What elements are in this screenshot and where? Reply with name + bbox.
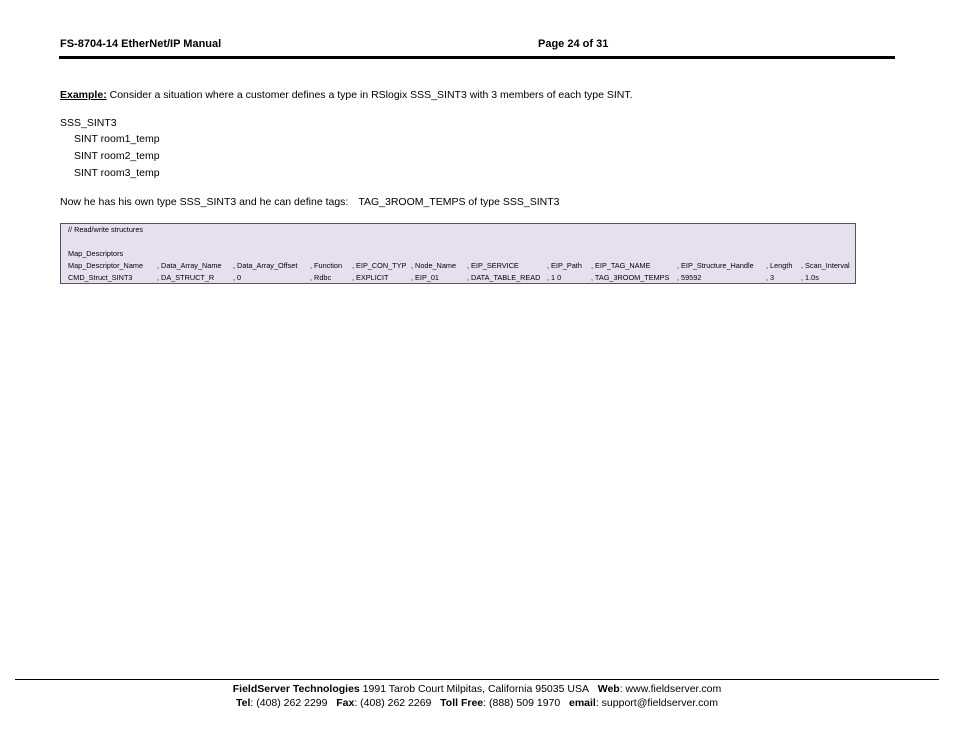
config-code-block (60, 223, 856, 284)
code-cell: , EIP_SERVICE (467, 261, 519, 270)
example-paragraph (60, 89, 633, 101)
type-member: SINT room1_temp (74, 133, 160, 145)
code-cell: , TAG_3ROOM_TEMPS (591, 273, 670, 282)
code-cell: , EIP_TAG_NAME (591, 261, 651, 270)
code-cell: Map_Descriptor_Name (68, 261, 144, 270)
code-cell: CMD_Struct_SINT3 (68, 273, 133, 282)
tag-paragraph (60, 196, 559, 208)
code-cell: , 59592 (677, 273, 702, 282)
footer-web-label: Web (597, 683, 620, 695)
footer-email-value: : support@fieldserver.com (595, 697, 718, 709)
code-cell: , EIP_01 (411, 273, 439, 282)
tag-sentence: Now he has his own type SSS_SINT3 and he can define tags: (60, 196, 349, 208)
code-data-row (61, 273, 855, 283)
footer-web-value: : www.fieldserver.com (619, 683, 722, 695)
code-cell: , 3 (766, 273, 775, 282)
tag-definition: TAG_3ROOM_TEMPS of type SSS_SINT3 (358, 196, 560, 208)
code-cell: , EXPLICIT (352, 273, 389, 282)
code-cell: , Node_Name (411, 261, 457, 270)
footer-divider (15, 679, 939, 680)
footer-line-2 (0, 697, 954, 709)
example-text: Consider a situation where a customer defines a type in RSlogix SSS_SINT3 with 3 members of each type SINT. (106, 89, 633, 101)
code-cell: , DATA_TABLE_READ (467, 273, 541, 282)
type-member: SINT room2_temp (74, 150, 160, 162)
code-cell: , Scan_Interval (801, 261, 850, 270)
code-comment: // Read/write structures (68, 225, 144, 234)
footer-tel-label: Tel (236, 697, 251, 709)
footer-email-label: email (568, 697, 596, 709)
document-title: FS-8704-14 EtherNet/IP Manual (60, 38, 222, 50)
code-cell: , Function (310, 261, 343, 270)
footer-company: FieldServer Technologies (232, 683, 360, 695)
footer-tollfree-label: Toll Free (440, 697, 484, 709)
code-cell: , EIP_Structure_Handle (677, 261, 754, 270)
code-cell: , Data_Array_Name (157, 261, 222, 270)
code-cell: , Data_Array_Offset (233, 261, 298, 270)
example-label: Example: (60, 89, 107, 101)
footer-line-1 (0, 683, 954, 695)
footer-tollfree-value: : (888) 509 1970 (483, 697, 561, 709)
footer-fax-label: Fax (336, 697, 355, 709)
code-cell: , EIP_CON_TYP (352, 261, 407, 270)
code-cell: , DA_STRUCT_R (157, 273, 215, 282)
code-cell: , Length (766, 261, 793, 270)
footer-fax-value: : (408) 262 2269 (354, 697, 432, 709)
code-cell: , Rdbc (310, 273, 332, 282)
type-name: SSS_SINT3 (60, 117, 117, 129)
code-cell: , 1 0 (547, 273, 562, 282)
type-member: SINT room3_temp (74, 167, 160, 179)
header-divider (59, 56, 895, 59)
code-section-name: Map_Descriptors (68, 249, 124, 258)
footer-address: 1991 Tarob Court Milpitas, California 95035 USA (359, 683, 589, 695)
code-cell: , EIP_Path (547, 261, 582, 270)
page-number: Page 24 of 31 (538, 38, 609, 50)
code-cell: , 1.0s (801, 273, 819, 282)
footer-tel-value: : (408) 262 2299 (250, 697, 328, 709)
code-header-row (61, 261, 855, 271)
code-cell: , 0 (233, 273, 242, 282)
